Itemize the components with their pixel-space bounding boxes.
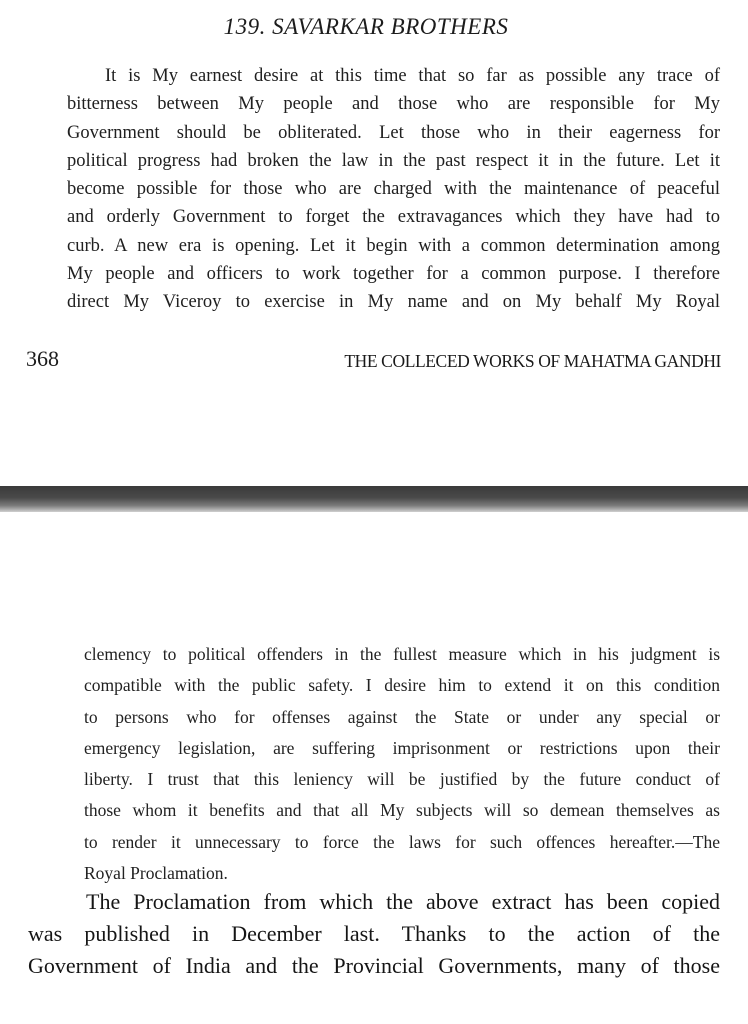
text-line: clemency to political offenders in the fullest measure which in his judgment is: [84, 644, 720, 664]
text-line: political progress had broken the law in the past respect it in the future. Let it: [67, 150, 720, 171]
proclamation-text-upper: [67, 62, 720, 317]
page-separator-bar: [0, 486, 748, 512]
text-line: those whom it benefits and that all My subjects will so demean themselves as: [84, 800, 720, 821]
proclamation-text-lower: [84, 639, 720, 889]
lower-page: [0, 512, 748, 1024]
text-line: compatible with the public safety. I desire him to extend it on this condition: [84, 675, 720, 696]
upper-page: [0, 0, 748, 486]
article-title: 139. SAVARKAR BROTHERS: [223, 14, 509, 39]
text-line: to persons who for offenses against the State or under any special or: [84, 706, 720, 727]
text-line: emergency legislation, are suffering imprisonment or restrictions upon their: [84, 737, 720, 758]
text-line: bitterness between My people and those who are responsible for My: [67, 94, 720, 115]
text-line: and orderly Government to forget the extravagances which they have had to: [67, 207, 720, 228]
text-line: It is My earnest desire at this time that so far as possible any trace of: [105, 66, 720, 86]
quote-attribution: Royal Proclamation.: [84, 863, 228, 884]
text-line: to render it unnecessary to force the laws for such offences hereafter.—The: [84, 831, 720, 852]
body-paragraph: [28, 886, 720, 982]
text-line: The Proclamation from which the above extract has been copied: [86, 889, 720, 914]
text-line: become possible for those who are charged with the maintenance of peaceful: [67, 179, 720, 200]
text-line: Government of India and the Provincial Governments, many of those: [28, 953, 720, 978]
page-number: 368: [26, 346, 59, 371]
text-line: direct My Viceroy to exercise in My name and on My behalf My Royal: [67, 292, 720, 313]
text-line: curb. A new era is opening. Let it begin with a common determination among: [67, 235, 720, 256]
text-line: Government should be obliterated. Let those who in their eagerness for: [67, 122, 720, 143]
text-line: was published in December last. Thanks to the action of the: [28, 921, 720, 946]
text-line: liberty. I trust that this leniency will be justified by the future conduct of: [84, 769, 720, 790]
text-line: My people and officers to work together for a common purpose. I therefore: [67, 264, 720, 285]
running-head: THE COLLECED WORKS OF MAHATMA GANDHI: [344, 351, 721, 371]
